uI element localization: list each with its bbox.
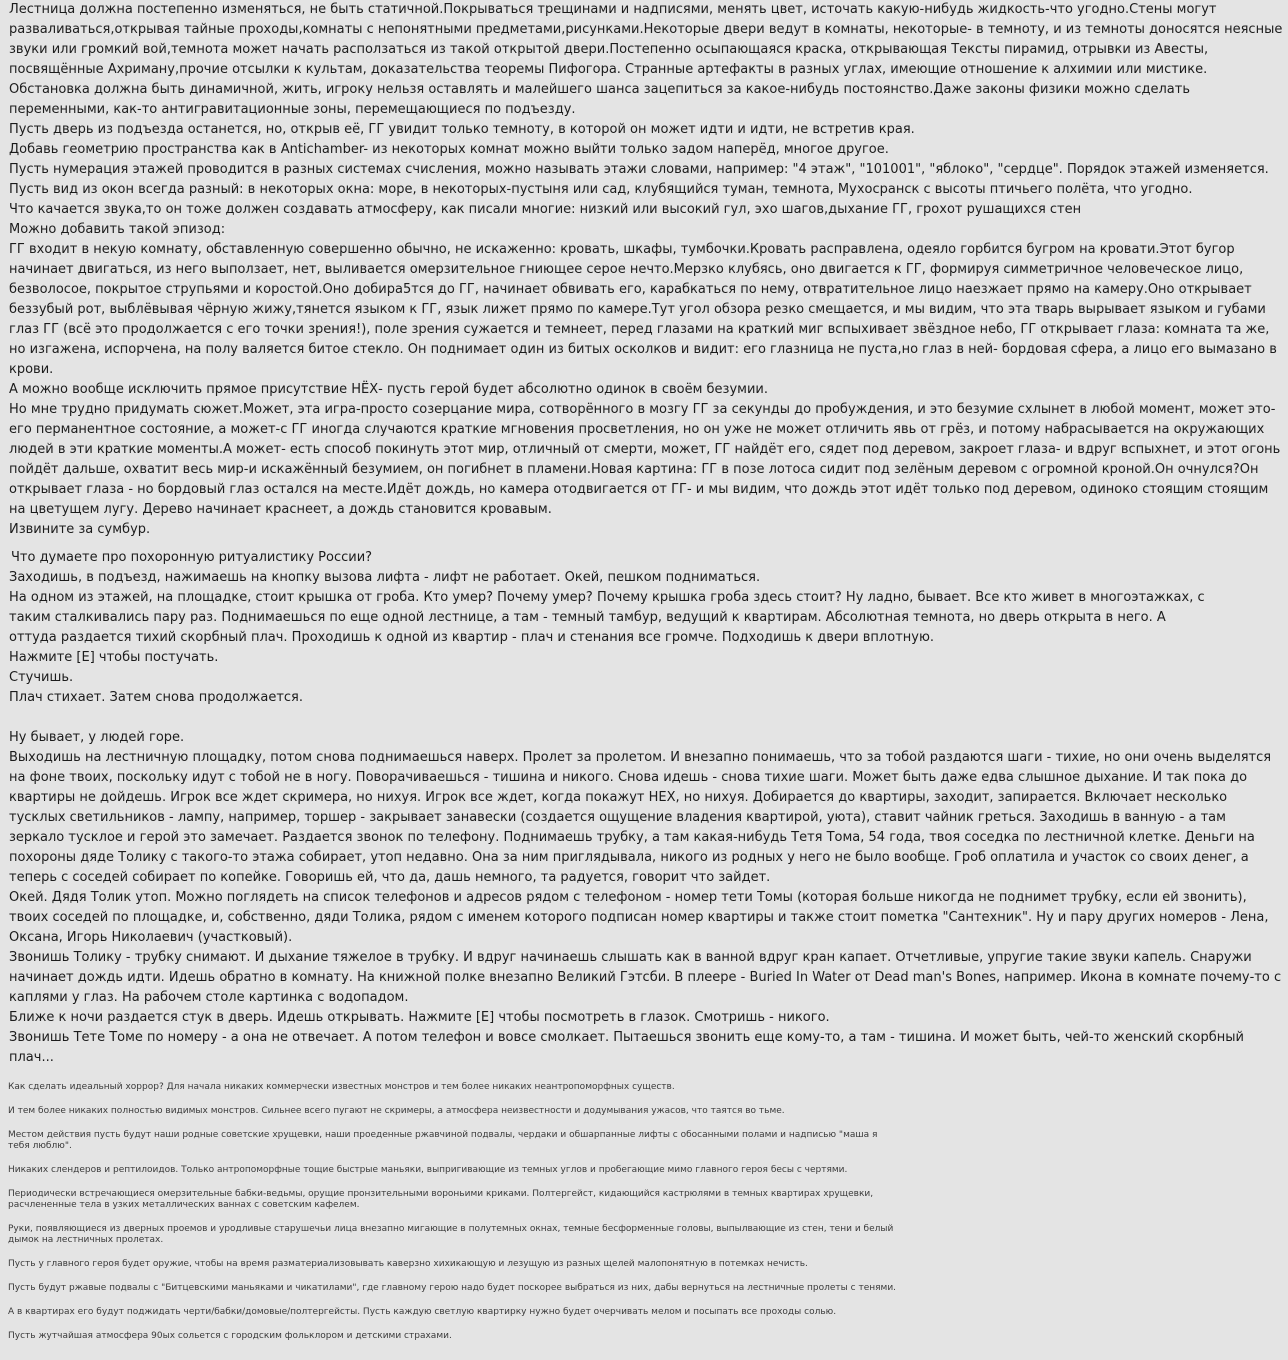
- paragraph: На одном из этажей, на площадке, стоит крышка от гроба. Кто умер? Почему умер? Почему крышка гроба здесь стоит? Ну ладно, бывает. Все кто живет в многоэтажках, с: [9, 590, 1205, 605]
- paragraph: Местом действия пусть будут наши родные советские хрущевки, наши проеденные ржавчиной подвалы, чердаки и обшарпанные лифты с обосанными полами и надписью "маша я тебя люблю".: [8, 1130, 878, 1151]
- post-ideal-horror: [0, 1068, 898, 1342]
- post-stairs-ideas: [0, 0, 1288, 540]
- paragraph: ГГ входит в некую комнату, обставленную совершенно обычно, не искаженно: кровать, шкафы, тумбочки.Кровать расправлена, одеяло горбится бугром на кровати.Этот бугор начинает двигаться, из него выползает, нет, выливается омерзительное гниющее серое нечто.Мерзко клубясь, оно двигается к ГГ, формируя симметричное человеческое лицо, безволосое, покрытое струпьями и коростой.Оно добира5тся до ГГ, начинает обвивать его, карабкаться по нему, отвратительное лицо наезжает прямо на камеру.Оно открывает беззубый рот, выблёвывая чёрную жижу,тянется языком к ГГ, язык лижет прямо по камере.Тут угол обзора резко смещается, и мы видим, что эта тварь вырывает языком и губами глаз ГГ (всё это продолжается с его точки зрения!), поле зрения сужается и темнеет, перед глазами на краткий миг вспыхивает звёздное небо, ГГ открывает глаза: комната та же, но изгажена, испорчена, на полу валяется битое стекло. Он поднимает один из битых осколков и видит: его глазница не пуста,но глаз в ней- бордовая сфера, а лицо его вымазано в крови.: [9, 242, 1277, 377]
- paragraph: Что качается звука,то он тоже должен создавать атмосферу, как писали многие: низкий или высокий гул, эхо шагов,дыхание ГГ, грохот рушащихся стен: [9, 202, 1082, 217]
- paragraph: Плач стихает. Затем снова продолжается.: [9, 690, 304, 705]
- paragraph: А можно вообще исключить прямое присутствие HЁХ- пусть герой будет абсолютно одинок в своём безумии.: [9, 382, 768, 397]
- paragraph: Пусть дверь из подъезда останется, но, открыв её, ГГ увидит только темноту, в которой он может идти и идти, не встретив края.: [9, 122, 915, 137]
- paragraph: оттуда раздается тихий скорбный плач. Проходишь к одной из квартир - плач и стенания все громче. Подходишь к двери вплотную.: [9, 630, 935, 645]
- paragraph: Извините за сумбур.: [9, 522, 151, 537]
- paragraph: Пусть нумерация этажей проводится в разных системах счисления, можно называть этажи словами, например: "4 этаж", "101001", "яблоко", "сердце". Порядок этажей изменяется.: [9, 162, 1269, 177]
- paragraph: Можно добавить такой эпизод:: [9, 222, 226, 237]
- spacer: [9, 708, 1284, 728]
- paragraph: Пусть вид из окон всегда разный: в некоторых окна: море, в некоторых-пустыня или сад, клубящийся туман, темнота, Мухосранск с высоты птичьего полёта, что угодно.: [9, 182, 1193, 197]
- paragraph: Звонишь Толику - трубку снимают. И дыхание тяжелое в трубку. И вдруг начинаешь слышать как в ванной вдруг кран капает. Отчетливые, упругие такие звуки капель. Снаружи начинает дождь идти. Идешь обратно в комнату. На книжной полке внезапно Великий Гэтсби. В плеере - Buried In Water от Dead man's Bones, например. Икона в комнате почему-то с каплями у глаз. На рабочем столе картинка с водопадом.: [9, 950, 1282, 1005]
- paragraph: Как сделать идеальный хоррор? Для начала никаких коммерчески известных монстров и тем более никаких неантропоморфных существ.: [8, 1082, 675, 1092]
- paragraph: Периодически встречающиеся омерзительные бабки-ведьмы, орущие пронзительными вороньими криками. Полтергейст, кидающийся кастрюлями в темных квартирах хрущевки, расчлененные тела в узких металлических ваннах с советским кафелем.: [8, 1189, 874, 1210]
- paragraph: Пусть у главного героя будет оружие, чтобы на время разматериализовывать каверзно хихикающую и лезущую из разных щелей малопонятную в потемках нечисть.: [8, 1259, 808, 1269]
- paragraph: А в квартирах его будут поджидать черти/бабки/домовые/полтергейсты. Пусть каждую светлую квартирку нужно будет очерчивать мелом и посыпать все проходы солью.: [8, 1307, 837, 1317]
- paragraph: Выходишь на лестничную площадку, потом снова поднимаешься наверх. Пролет за пролетом. И внезапно понимаешь, что за тобой раздаются шаги - тихие, но они очень выделятся на фоне твоих, поскольку идут с тобой не в ногу. Поворачиваешься - тишина и никого. Снова идешь - снова тихие шаги. Может быть даже едва слышное дыхание. И так пока до квартиры не дойдешь. Игрок все ждет скримера, но нихуя. Игрок все ждет, когда покажут HEX, но нихуя. Добирается до квартиры, заходит, запирается. Включает несколько тусклых светильников - лампу, например, торшер - закрывает занавески (создается ощущение владения квартирой, уюта), ставит чайник греться. Заходишь в ванную - а там зеркало тусклое и герой это замечает. Раздается звонок по телефону. Поднимаешь трубку, а там какая-нибудь Тетя Тома, 54 года, твоя соседка по лестничной клетке. Деньги на похороны дяде Толику с такого-то этажа собирает, утоп недавно. Она за ним приглядывала, никого из родных у него не было вообще. Гроб оплатила и участок со своих денег, а теперь с соседей собирает по копейке. Говоришь ей, что да, дашь немного, та радуется, говорит что зайдет.: [9, 750, 1272, 885]
- paragraph: Добавь геометрию пространства как в Antichamber- из некоторых комнат можно выйти только задом наперёд, многое другое.: [9, 142, 889, 157]
- paragraph: И тем более никаких полностью видимых монстров. Сильнее всего пугают не скримеры, а атмосфера неизвестности и додумывания ужасов, что таятся во тьме.: [8, 1106, 785, 1116]
- paragraph: Но мне трудно придумать сюжет.Может, эта игра-просто созерцание мира, сотворённого в мозгу ГГ за секунды до пробуждения, и это безумие схлынет в любой момент, может это-его перманентное состояние, а может-с ГГ иногда случаются краткие мгновения просветления, но он уже не может отличить явь от грёз, и потому набрасывается на окружающих людей в эти краткие моменты.А может- есть способ покинуть этот мир, отличный от смерти, может, ГГ найдёт его, сядет под деревом, закроет глаза- и вдруг вспыхнет, и этот огонь пойдёт дальше, охватит весь мир-и искажённый безумием, он погибнет в пламени.Новая картина: ГГ в позе лотоса сидит под зелёным деревом с огромной кроной.Он очнулся?Он открывает глаза - но бордовый глаз остался на месте.Идёт дождь, но камера отодвигается от ГГ- и мы видим, что дождь этот идёт только под деревом, одиноко стоящим стоящим на цветущем лугу. Дерево начинает краснеет, а дождь становится кровавым.: [9, 402, 1281, 517]
- paragraph: Ближе к ночи раздается стук в дверь. Идешь открывать. Нажмите [E] чтобы посмотреть в глазок. Смотришь - никого.: [9, 1010, 830, 1025]
- paragraph: Звонишь Тете Томе по номеру - а она не отвечает. А потом телефон и вовсе смолкает. Пытаешься звонить еще кому-то, а там - тишина. И может быть, чей-то женский скорбный плач...: [9, 1030, 1244, 1065]
- post-funeral-ritual-story: [0, 540, 1288, 1068]
- paragraph: Стучишь.: [9, 670, 74, 685]
- paragraph: Никаких слендеров и рептилоидов. Только антропоморфные тощие быстрые маньяки, выпригивающие из темных углов и пробегающие мимо главного героя бесы с чертями.: [8, 1165, 848, 1175]
- paragraph: Руки, появляющиеся из дверных проемов и уродливые старушечьи лица внезапно мигающие в полутемных окнах, темные бесформенные головы, выпылвающие из стен, тени и белый дымок на лестничных пролетах.: [8, 1224, 894, 1245]
- paragraph: Пусть будут ржавые подвалы с "Битцевскими маньяками и чикатилами", где главному герою надо будет поскорее выбраться из них, дабы вернуться на лестничные пролеты с тенями.: [8, 1283, 897, 1293]
- paragraph: Ну бывает, у людей горе.: [9, 730, 185, 745]
- paragraph: Пусть жутчайшая атмосфера 90ых сольется с городским фольклором и детскими страхами.: [8, 1331, 452, 1341]
- paragraph: Нажмите [E] чтобы постучать.: [9, 650, 219, 665]
- paragraph: Лестница должна постепенно изменяться, не быть статичной.Покрываться трещинами и надписями, менять цвет, источать какую-нибудь жидкость-что угодно.Стены могут разваливаться,открывая тайные проходы,комнаты с непонятными предметами,рисунками.Некоторые двери ведут в комнаты, некоторые- в темноту, и из темноты доносятся неясные звуки или громкий вой,темнота может начать расползаться из такой открытой двери.Постепенно осыпающаяся краска, открывающая Тексты пирамид, отрывки из Авесты, посвящённые Ахриману,прочие отсылки к культам, доказательства теоремы Пифогора. Странные артефакты в разных углах, имеющие отношение к алхимии или мистике. Обстановка должна быть динамичной, жить, игроку нельзя оставлять и малейшего шанса зацепиться за какое-нибудь постоянство.Даже законы физики можно сделать переменными, как-то антигравитационные зоны, перемещающиеся по подъезду.: [9, 2, 1283, 117]
- paragraph: Что думаете про похоронную ритуалистику России?: [11, 550, 373, 565]
- paragraph: таким сталкивались пару раз. Поднимаешься по еще одной лестнице, а там - темный тамбур, ведущий к квартирам. Абсолютная темнота, но дверь открыта в него. А: [9, 610, 1166, 625]
- paragraph: Окей. Дядя Толик утоп. Можно поглядеть на список телефонов и адресов рядом с телефоном - номер тети Томы (которая больше никогда не поднимет трубку, если ей звонить), твоих соседей по площадке, и, собственно, дяди Толика, рядом с именем которого подписан номер квартиры и также стоит пометка "Сантехник". Ну и пару других номеров - Лена, Оксана, Игорь Николаевич (участковый).: [9, 890, 1269, 945]
- paragraph: Заходишь, в подъезд, нажимаешь на кнопку вызова лифта - лифт не работает. Окей, пешком подниматься.: [9, 570, 761, 585]
